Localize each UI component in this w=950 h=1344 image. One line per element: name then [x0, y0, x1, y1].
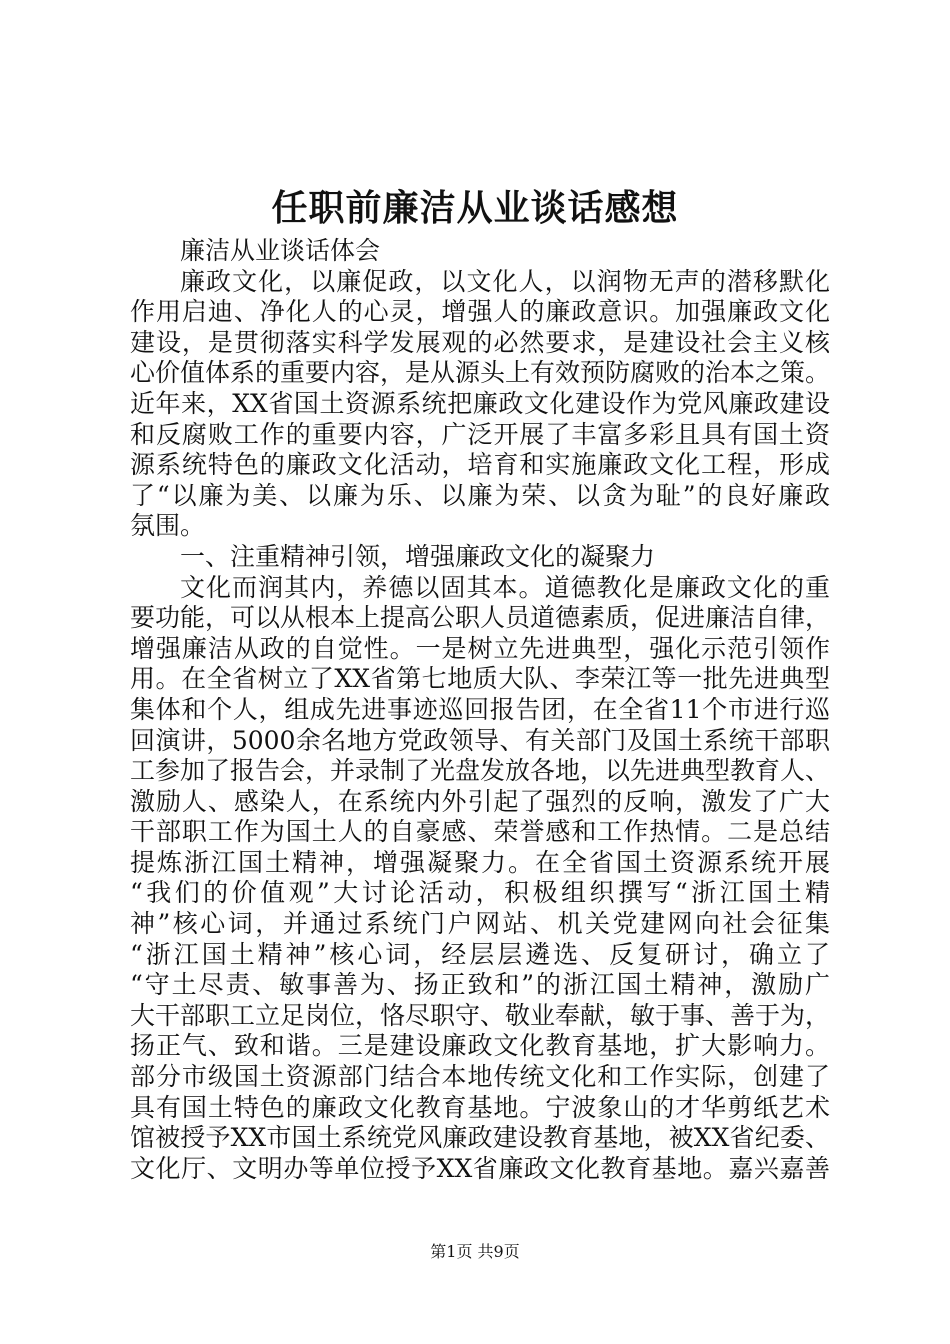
text-line: 扬正气、致和谐。三是建设廉政文化教育基地，扩大影响力。 — [130, 1031, 830, 1061]
text-line: 干部职工作为国土人的自豪感、荣誉感和工作热情。二是总结 — [130, 817, 830, 847]
text-line: 集体和个人，组成先进事迹巡回报告团，在全省11个市进行巡 — [130, 694, 830, 724]
text-line: 文化而润其内，养德以固其本。道德教化是廉政文化的重 — [180, 572, 830, 602]
text-line: 近年来，XX省国土资源系统把廉政文化建设作为党风廉政建设 — [130, 388, 830, 418]
text-line: “我们的价值观”大讨论活动，积极组织撰写“浙江国土精 — [130, 878, 830, 908]
text-line: 一、注重精神引领，增强廉政文化的凝聚力 — [180, 541, 656, 571]
text-line: 具有国土特色的廉政文化教育基地。宁波象山的才华剪纸艺术 — [130, 1092, 830, 1122]
text-line: 激励人、感染人，在系统内外引起了强烈的反响，激发了广大 — [130, 786, 830, 816]
document-title: 任职前廉洁从业谈话感想 — [271, 187, 679, 229]
text-line: 神”核心词，并通过系统门户网站、机关党建网向社会征集 — [130, 909, 830, 939]
text-line: 了“以廉为美、以廉为乐、以廉为荣、以贪为耻”的良好廉政 — [130, 480, 830, 510]
text-line: 建设，是贯彻落实科学发展观的必然要求，是建设社会主义核 — [130, 327, 830, 357]
text-line: 要功能，可以从根本上提高公职人员道德素质，促进廉洁自律， — [130, 603, 831, 633]
text-line: 增强廉洁从政的自觉性。一是树立先进典型，强化示范引领作 — [130, 633, 830, 663]
text-line: 心价值体系的重要内容，是从源头上有效预防腐败的治本之策。 — [130, 358, 831, 388]
text-line: 大干部职工立足岗位，恪尽职守、敬业奉献，敏于事、善于为， — [130, 1000, 831, 1030]
text-line: 提炼浙江国土精神，增强凝聚力。在全省国土资源系统开展 — [130, 847, 830, 877]
text-line: 工参加了报告会，并录制了光盘发放各地，以先进典型教育人、 — [130, 756, 831, 786]
text-line: 用。在全省树立了XX省第七地质大队、李荣江等一批先进典型 — [130, 664, 830, 694]
text-line: 馆被授予XX市国土系统党风廉政建设教育基地，被XX省纪委、 — [130, 1123, 830, 1153]
text-line: 作用启迪、净化人的心灵，增强人的廉政意识。加强廉政文化 — [130, 297, 830, 327]
text-line: 氛围。 — [130, 511, 206, 541]
text-line: 回演讲，5000余名地方党政领导、有关部门及国土系统干部职 — [130, 725, 830, 755]
text-line: “守土尽责、敏事善为、扬正致和”的浙江国土精神，激励广 — [130, 970, 830, 1000]
page-footer: 第1页 共9页 — [430, 1242, 520, 1261]
text-line: “浙江国土精神”核心词，经层层遴选、反复研讨，确立了 — [130, 939, 830, 969]
text-line: 廉政文化，以廉促政，以文化人，以润物无声的潜移默化 — [180, 266, 830, 296]
text-line: 部分市级国土资源部门结合本地传统文化和工作实际，创建了 — [130, 1062, 830, 1092]
text-line: 源系统特色的廉政文化活动，培育和实施廉政文化工程，形成 — [130, 450, 830, 480]
text-line: 文化厅、文明办等单位授予XX省廉政文化教育基地。嘉兴嘉善 — [130, 1153, 830, 1183]
document-body — [130, 236, 830, 1184]
text-line: 廉洁从业谈话体会 — [180, 236, 381, 265]
text-line: 和反腐败工作的重要内容，广泛开展了丰富多彩且具有国土资 — [130, 419, 830, 449]
